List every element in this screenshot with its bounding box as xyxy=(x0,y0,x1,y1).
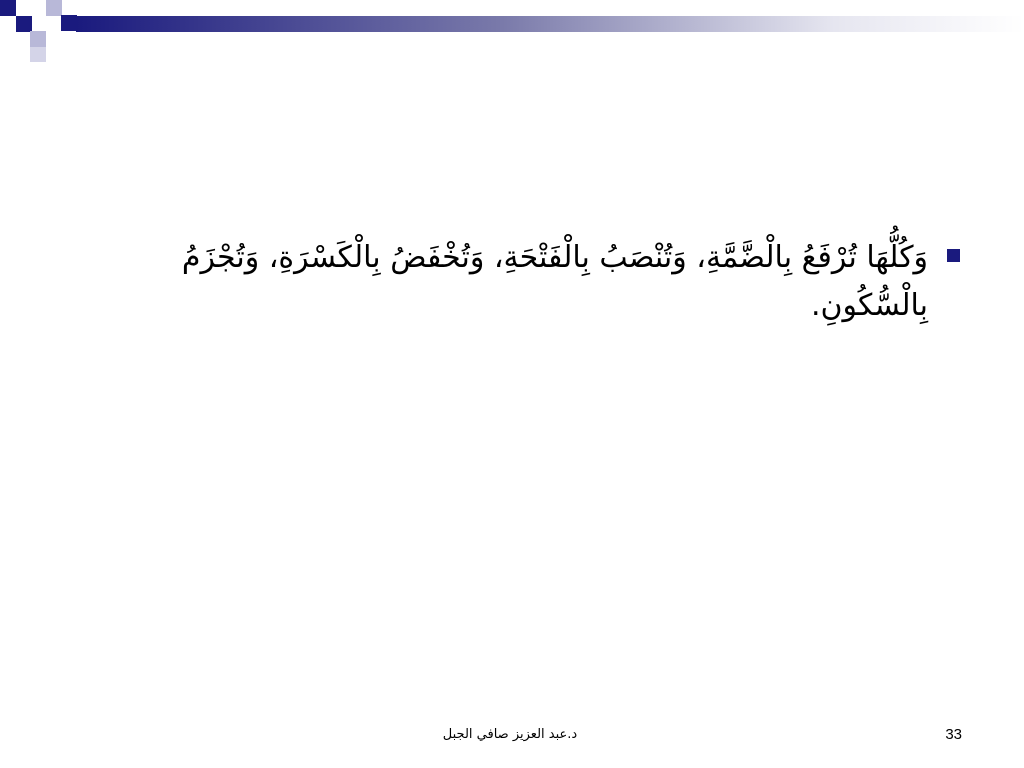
header-gradient-bar xyxy=(76,16,1024,32)
deco-square xyxy=(30,46,46,62)
deco-square xyxy=(0,0,16,16)
deco-square xyxy=(61,15,77,31)
deco-square xyxy=(16,16,32,32)
page-number: 33 xyxy=(945,726,962,743)
deco-square xyxy=(46,0,62,16)
deco-square xyxy=(30,31,46,47)
square-bullet-icon xyxy=(947,249,960,262)
footer-author: د.عبد العزيز صافي الجبل xyxy=(442,727,578,742)
body-text: وَكُلُّهَا تُرْفَعُ بِالْضَّمَّةِ، وَتُنْصَبُ بِالْفَتْحَةِ، وَتُخْفَضُ بِالْكَسْرَةِ، وَتُجْزَمُ بِالْسُّكُونِ. xyxy=(181,240,928,323)
